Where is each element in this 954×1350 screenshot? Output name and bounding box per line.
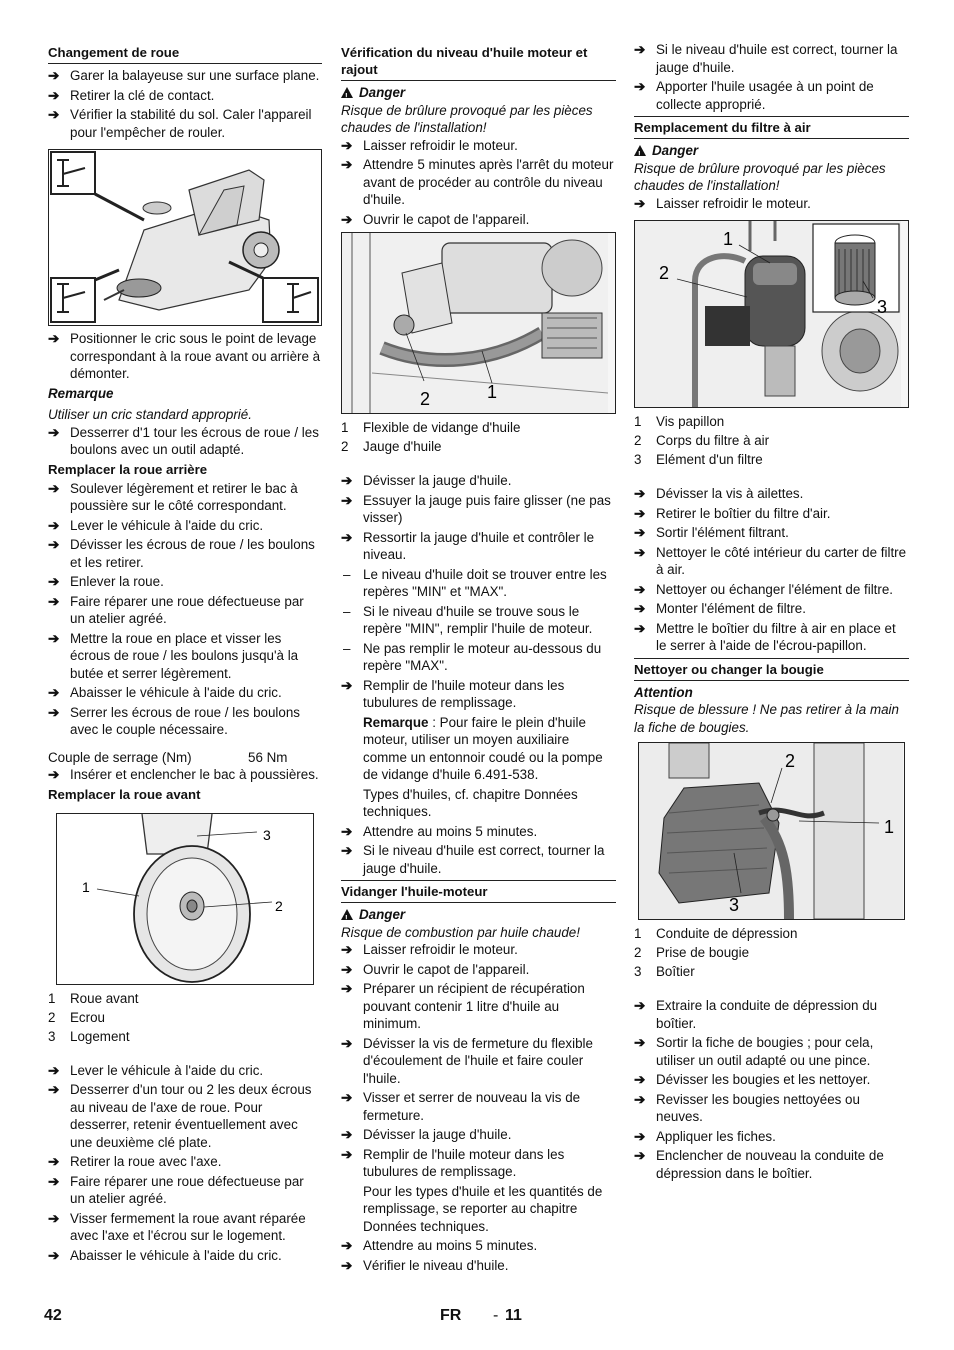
arrow-icon: ➔ <box>634 1072 646 1087</box>
arrow-icon: ➔ <box>48 107 60 122</box>
heading-wheel-change: Changement de roue <box>48 44 322 64</box>
arrow-icon: ➔ <box>341 157 353 172</box>
arrow-icon: ➔ <box>341 529 353 545</box>
legend-item: 1 Conduite de dépression <box>634 926 798 941</box>
arrow-icon: ➔ <box>341 211 353 227</box>
sweeper-jack-points-figure <box>48 149 322 326</box>
step: ➔ Dévisser la jauge d'huile. <box>341 473 512 488</box>
fig-label: 2 <box>420 389 431 409</box>
step: ➔ Desserrer d'1 tour les écrous de roue / les boulons avec un outil adapté. <box>48 424 319 457</box>
legend-item: 1 Roue avant <box>48 990 139 1006</box>
arrow-icon: ➔ <box>341 942 353 957</box>
air-filter-illustration <box>635 221 901 407</box>
step: ➔ Ressortir la jauge d'huile et contrôler le niveau. <box>341 529 595 562</box>
step: ➔ Remplir de l'huile moteur dans les tubulures de remplissage. <box>341 1146 565 1179</box>
torque-spec <box>48 749 322 767</box>
arrow-icon: ➔ <box>48 704 60 720</box>
step: ➔ Serrer les écrous de roue / les boulons avec le couple nécessaire. <box>48 704 300 737</box>
fig-label: 2 <box>785 751 796 771</box>
warning-icon <box>341 87 353 98</box>
step: ➔ Positionner le cric sous le point de levage correspondant à la roue avant ou arrière à démonter. <box>48 331 321 381</box>
arrow-icon: ➔ <box>48 68 60 83</box>
step: ➔ Laisser refroidir le moteur. <box>634 195 811 211</box>
arrow-icon: ➔ <box>341 961 353 977</box>
step: ➔ Ouvrir le capot de l'appareil. <box>341 211 530 227</box>
step: ➔ Nettoyer le côté intérieur du carter de filtre à air. <box>634 544 907 577</box>
step: ➔ Abaisser le véhicule à l'aide du cric. <box>48 1247 282 1263</box>
arrow-icon: ➔ <box>48 685 60 700</box>
step: ➔ Remplir de l'huile moteur dans les tubulures de remplissage. <box>341 677 565 710</box>
arrow-icon: ➔ <box>341 677 353 693</box>
step: ➔ Ouvrir le capot de l'appareil. <box>341 961 530 977</box>
arrow-icon: ➔ <box>634 1035 646 1050</box>
dash-item: – Ne pas remplir le moteur au-dessous du repère "MAX". <box>343 640 602 673</box>
step: ➔ Monter l'élément de filtre. <box>634 601 806 616</box>
step: ➔ Visser et serrer de nouveau la vis de fermeture. <box>341 1090 581 1123</box>
legend-item: 2 Corps du filtre à air <box>634 433 770 448</box>
arrow-icon: ➔ <box>634 544 646 560</box>
legend-item: 1 Vis papillon <box>634 414 725 429</box>
step: ➔ Dévisser la vis à ailettes. <box>634 486 804 501</box>
oil-quantity-note: Pour les types d'huile et les quantités de remplissage, se reporter au chapitre Données techniques. <box>363 1183 603 1234</box>
arrow-icon: ➔ <box>634 486 646 501</box>
spark-plug-figure <box>638 742 905 920</box>
fig-label: 2 <box>659 263 670 283</box>
heading-air-filter: Remplacement du filtre à air <box>634 116 909 139</box>
arrow-icon: ➔ <box>341 137 353 153</box>
fig-label: 1 <box>884 817 895 837</box>
spark-plug-illustration <box>639 743 903 919</box>
heading-front-wheel: Remplacer la roue avant <box>48 786 201 802</box>
step: ➔ Mettre la roue en place et visser les écrous de roue / les boulons jusqu'à la butée et serrer légèrement. <box>48 630 299 681</box>
arrow-icon: ➔ <box>48 1062 60 1078</box>
arrow-icon: ➔ <box>48 424 60 440</box>
torque-value: 56 Nm <box>248 749 288 765</box>
arrow-icon: ➔ <box>634 581 646 597</box>
step: ➔ Vérifier la stabilité du sol. Caler l'appareil pour l'empêcher de rouler. <box>48 107 312 140</box>
heading-oil-check: Vérification du niveau d'huile moteur et rajout <box>341 44 616 81</box>
arrow-icon: ➔ <box>341 1127 353 1142</box>
air-filter-figure <box>634 220 909 408</box>
danger-text: Risque de brûlure provoqué par les pièces chaudes de l'installation! <box>634 160 886 193</box>
dash-item: – Le niveau d'huile doit se trouver entre les repères "MIN" et "MAX". <box>343 566 607 599</box>
arrow-icon: ➔ <box>341 473 353 488</box>
step: ➔ Extraire la conduite de dépression du boîtier. <box>634 998 878 1031</box>
arrow-icon: ➔ <box>341 1035 353 1051</box>
language-code: FR <box>440 1307 462 1324</box>
step: ➔ Desserrer d'un tour ou 2 les deux écrous au niveau de l'axe de roue. Pour desserrer, retenir éventuellement avec une deuxième clé plate. <box>48 1082 312 1150</box>
remark: Remarque : Pour faire le plein d'huile moteur, utiliser un moyen auxiliaire comme un entonnoir coudé ou la pompe de vidange d'huile 6.491-538. <box>363 714 603 782</box>
fig-label: 1 <box>723 229 734 249</box>
step: ➔ Sortir l'élément filtrant. <box>634 525 789 540</box>
note-title: Remarque <box>48 385 114 401</box>
step: ➔ Dévisser la jauge d'huile. <box>341 1127 512 1142</box>
legend-item: 2 Prise de bougie <box>634 945 750 960</box>
arrow-icon: ➔ <box>634 1148 646 1163</box>
column-3 <box>634 41 909 1184</box>
arrow-icon: ➔ <box>634 195 646 211</box>
step: ➔ Retirer la roue avec l'axe. <box>48 1154 222 1169</box>
arrow-icon: ➔ <box>48 480 60 496</box>
step: ➔ Attendre au moins 5 minutes. <box>341 1238 538 1253</box>
arrow-icon: ➔ <box>48 630 60 646</box>
arrow-icon: ➔ <box>48 537 60 552</box>
footer-separator: - <box>493 1307 499 1324</box>
oil-dipstick-figure <box>341 232 616 414</box>
heading-rear-wheel: Remplacer la roue arrière <box>48 461 208 477</box>
step: ➔ Enclencher de nouveau la conduite de dépression dans le boîtier. <box>634 1148 884 1181</box>
sweeper-illustration <box>49 150 321 325</box>
step: ➔ Faire réparer une roue défectueuse par un atelier agréé. <box>48 1173 304 1206</box>
arrow-icon: ➔ <box>634 505 646 521</box>
torque-label: Couple de serrage (Nm) <box>48 749 192 765</box>
step: ➔ Vérifier le niveau d'huile. <box>341 1257 509 1273</box>
step: ➔ Si le niveau d'huile est correct, tourner la jauge d'huile. <box>634 42 898 75</box>
step: ➔ Retirer la clé de contact. <box>48 87 215 103</box>
fig-label: 2 <box>275 897 283 914</box>
legend-item: 1 Flexible de vidange d'huile <box>341 420 521 435</box>
step: ➔ Soulever légèrement et retirer le bac à poussière sur le côté correspondant. <box>48 480 298 513</box>
step: ➔ Dévisser la vis de fermeture du flexible d'écoulement de l'huile et faire couler l'huile. <box>341 1035 593 1086</box>
arrow-icon: ➔ <box>48 87 60 103</box>
step: ➔ Dévisser les écrous de roue / les boulons et les retirer. <box>48 537 315 570</box>
arrow-icon: ➔ <box>48 331 60 346</box>
fig-label: 3 <box>877 297 888 317</box>
arrow-icon: ➔ <box>48 1173 60 1189</box>
attention-text: Risque de blessure ! Ne pas retirer à la main la fiche de bougies. <box>634 702 899 735</box>
danger-text: Risque de brûlure provoqué par les pièces chaudes de l'installation! <box>341 102 593 135</box>
legend-item: 2 Ecrou <box>48 1009 105 1025</box>
arrow-icon: ➔ <box>634 998 646 1013</box>
step: ➔ Sortir la fiche de bougies ; pour cela, utiliser un outil adapté ou une pince. <box>634 1035 874 1068</box>
arrow-icon: ➔ <box>48 593 60 609</box>
arrow-icon: ➔ <box>48 767 60 782</box>
step: ➔ Nettoyer ou échanger l'élément de filtre. <box>634 581 894 597</box>
step: ➔ Enlever la roue. <box>48 574 164 589</box>
arrow-icon: ➔ <box>634 601 646 616</box>
dash-item: – Si le niveau d'huile se trouve sous le repère "MIN", remplir l'huile de moteur. <box>343 603 593 636</box>
step: ➔ Appliquer les fiches. <box>634 1128 776 1144</box>
arrow-icon: ➔ <box>634 42 646 57</box>
danger-text: Risque de combustion par huile chaude! <box>341 924 580 940</box>
step: ➔ Retirer le boîtier du filtre d'air. <box>634 505 831 521</box>
page-number: 42 <box>44 1307 62 1324</box>
oil-types-note: Types d'huiles, cf. chapitre Données techniques. <box>363 786 578 819</box>
step: ➔ Préparer un récipient de récupération pouvant contenir 1 litre d'huile au minimum. <box>341 981 585 1031</box>
arrow-icon: ➔ <box>341 1238 353 1253</box>
arrow-icon: ➔ <box>341 1257 353 1273</box>
fig-label: 3 <box>729 895 740 915</box>
sub-page-number: 11 <box>505 1307 522 1324</box>
fig-label: 3 <box>263 826 271 843</box>
step: ➔ Visser fermement la roue avant réparée avec l'axe et l'écrou sur le logement. <box>48 1210 306 1243</box>
step: ➔ Faire réparer une roue défectueuse par un atelier agréé. <box>48 593 304 626</box>
arrow-icon: ➔ <box>634 620 646 636</box>
arrow-icon: ➔ <box>48 574 60 589</box>
warning-icon <box>341 909 353 920</box>
arrow-icon: ➔ <box>341 1090 353 1105</box>
step: ➔ Laisser refroidir le moteur. <box>341 137 518 153</box>
arrow-icon: ➔ <box>634 79 646 94</box>
fig-label: 1 <box>487 382 498 402</box>
engine-oil-illustration <box>342 233 608 413</box>
step: ➔ Si le niveau d'huile est correct, tourner la jauge d'huile. <box>341 843 605 876</box>
step: ➔ Lever le véhicule à l'aide du cric. <box>48 1062 264 1078</box>
attention-title: Attention <box>634 684 693 700</box>
arrow-icon: ➔ <box>634 1091 646 1107</box>
arrow-icon: ➔ <box>634 1128 646 1144</box>
column-2 <box>341 44 616 1276</box>
step: ➔ Mettre le boîtier du filtre à air en place et le serrer à l'aide de l'écrou-papillon. <box>634 620 896 653</box>
front-wheel-illustration <box>57 814 313 984</box>
arrow-icon: ➔ <box>48 517 60 533</box>
arrow-icon: ➔ <box>341 492 353 508</box>
step: ➔ Lever le véhicule à l'aide du cric. <box>48 517 264 533</box>
step: ➔ Abaisser le véhicule à l'aide du cric. <box>48 685 282 700</box>
arrow-icon: ➔ <box>48 1154 60 1169</box>
legend-item: 3 Logement <box>48 1028 130 1044</box>
step: ➔ Attendre 5 minutes après l'arrêt du moteur avant de procéder au contrôle du niveau d'huile. <box>341 157 614 207</box>
step: ➔ Garer la balayeuse sur une surface plane. <box>48 68 320 83</box>
arrow-icon: ➔ <box>341 823 353 839</box>
column-1 <box>48 44 322 1266</box>
danger-title: !Danger <box>634 142 909 160</box>
danger-title: !Danger <box>341 906 616 924</box>
fig-label: 1 <box>82 878 90 895</box>
heading-spark-plug: Nettoyer ou changer la bougie <box>634 658 909 681</box>
step: ➔ Revisser les bougies nettoyées ou neuves. <box>634 1091 860 1124</box>
arrow-icon: ➔ <box>341 981 353 996</box>
arrow-icon: ➔ <box>341 1146 353 1162</box>
arrow-icon: ➔ <box>48 1082 60 1097</box>
warning-icon <box>634 145 646 156</box>
arrow-icon: ➔ <box>48 1210 60 1226</box>
front-wheel-figure <box>56 813 314 985</box>
legend-item: 2 Jauge d'huile <box>341 439 442 454</box>
arrow-icon: ➔ <box>48 1247 60 1263</box>
note-text: Utiliser un cric standard approprié. <box>48 407 252 422</box>
step: ➔ Laisser refroidir le moteur. <box>341 942 518 957</box>
legend-item: 3 Boîtier <box>634 964 695 979</box>
step: ➔ Dévisser les bougies et les nettoyer. <box>634 1072 871 1087</box>
heading-oil-drain: Vidanger l'huile-moteur <box>341 880 616 903</box>
legend-item: 3 Elément d'un filtre <box>634 452 763 467</box>
step: ➔ Essuyer la jauge puis faire glisser (ne pas visser) <box>341 492 611 525</box>
arrow-icon: ➔ <box>341 843 353 858</box>
step: ➔ Insérer et enclencher le bac à poussières. <box>48 767 319 782</box>
danger-title: !Danger <box>341 84 616 102</box>
arrow-icon: ➔ <box>634 525 646 540</box>
step: ➔ Attendre au moins 5 minutes. <box>341 823 538 839</box>
step: ➔ Apporter l'huile usagée à un point de collecte approprié. <box>634 79 874 112</box>
